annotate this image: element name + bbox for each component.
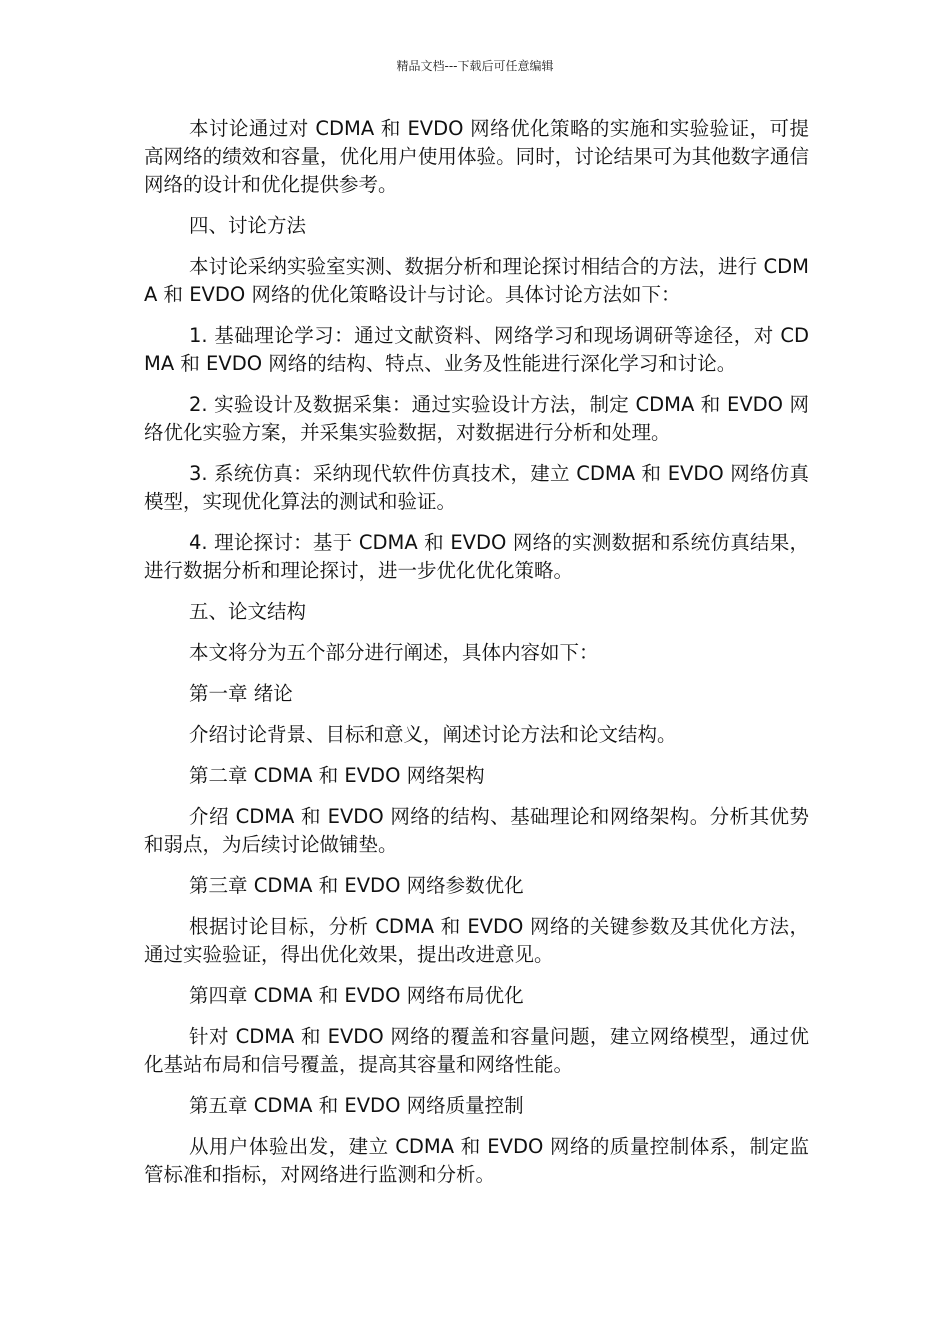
list-item-method-2: 2. 实验设计及数据采集：通过实验设计方法，制定 CDMA 和 EVDO 网络优化实验方案，并采集实验数据，对数据进行分析和处理。 bbox=[144, 393, 809, 444]
page-header: 精品文档---下载后可任意编辑 bbox=[396, 59, 554, 73]
chapter-heading-3: 第三章 CDMA 和 EVDO 网络参数优化 bbox=[189, 874, 524, 897]
section-heading-methods: 四、讨论方法 bbox=[189, 214, 307, 237]
chapter-heading-1: 第一章 绪论 bbox=[189, 682, 293, 705]
chapter-heading-4: 第四章 CDMA 和 EVDO 网络布局优化 bbox=[189, 984, 524, 1007]
chapter-description-2: 介绍 CDMA 和 EVDO 网络的结构、基础理论和网络架构。分析其优势和弱点，为后续讨论做铺垫。 bbox=[144, 805, 809, 856]
chapter-description-5: 从用户体验出发，建立 CDMA 和 EVDO 网络的质量控制体系，制定监管标准和指标，对网络进行监测和分析。 bbox=[144, 1135, 809, 1186]
chapter-description-4: 针对 CDMA 和 EVDO 网络的覆盖和容量问题，建立网络模型，通过优化基站布局和信号覆盖，提高其容量和网络性能。 bbox=[144, 1025, 809, 1076]
chapter-description-3: 根据讨论目标，分析 CDMA 和 EVDO 网络的关键参数及其优化方法，通过实验验证，得出优化效果，提出改进意见。 bbox=[144, 915, 809, 966]
list-item-method-4: 4. 理论探讨：基于 CDMA 和 EVDO 网络的实测数据和系统仿真结果，进行数据分析和理论探讨，进一步优化优化策略。 bbox=[144, 531, 809, 582]
section-heading-structure: 五、论文结构 bbox=[189, 600, 307, 623]
chapter-description-1: 介绍讨论背景、目标和意义，阐述讨论方法和论文结构。 bbox=[189, 723, 677, 746]
paragraph-conclusion-significance: 本讨论通过对 CDMA 和 EVDO 网络优化策略的实施和实验验证，可提高网络的绩效和容量，优化用户使用体验。同时，讨论结果可为其他数字通信网络的设计和优化提供参考。 bbox=[144, 117, 809, 196]
paragraph-structure-intro: 本文将分为五个部分进行阐述，具体内容如下： bbox=[189, 641, 599, 664]
paragraph-methods-intro: 本讨论采纳实验室实测、数据分析和理论探讨相结合的方法，进行 CDMA 和 EVDO 网络的优化策略设计与讨论。具体讨论方法如下： bbox=[144, 255, 809, 306]
document-body bbox=[144, 115, 809, 1202]
list-item-method-1: 1. 基础理论学习：通过文献资料、网络学习和现场调研等途径，对 CDMA 和 EVDO 网络的结构、特点、业务及性能进行深化学习和讨论。 bbox=[144, 324, 809, 375]
list-item-method-3: 3. 系统仿真：采纳现代软件仿真技术，建立 CDMA 和 EVDO 网络仿真模型，实现优化算法的测试和验证。 bbox=[144, 462, 809, 513]
chapter-heading-5: 第五章 CDMA 和 EVDO 网络质量控制 bbox=[189, 1094, 524, 1117]
chapter-heading-2: 第二章 CDMA 和 EVDO 网络架构 bbox=[189, 764, 485, 787]
